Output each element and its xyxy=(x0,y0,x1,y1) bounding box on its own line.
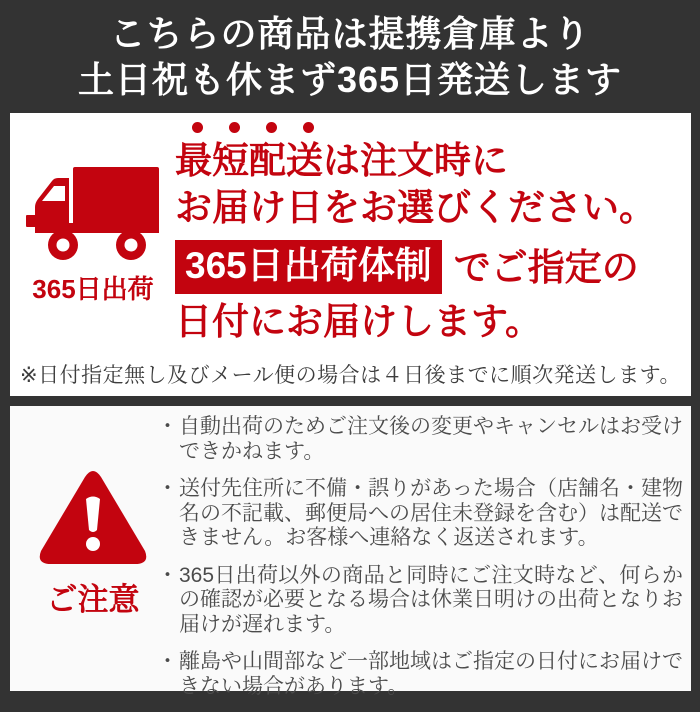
warning-block xyxy=(30,468,156,619)
warning-label: ご注意 xyxy=(46,582,140,617)
truck-label: 365日出荷 xyxy=(32,274,154,304)
delivery-truck-icon xyxy=(18,165,168,265)
headline-line-2: お届け日をお選びください。 xyxy=(175,187,656,228)
notice-bullet-list xyxy=(157,415,683,712)
highlight-box: 365日出荷体制 xyxy=(175,240,442,294)
notice-bullet: ・ 自動出荷のためご注文後の変更やキャンセルはお受けできかねます。 xyxy=(157,415,683,464)
notice-bullet: ・ 離島や山間部など一部地域はご指定の日付にお届けできない場合があります。 xyxy=(157,650,683,699)
shipping-headline xyxy=(175,121,656,345)
headline-line-3 xyxy=(175,240,656,294)
notice-bullet: ・ 送付先住所に不備・誤りがあった場合（店舗名・建物名の不記載、郵便局への居住未登録を含む）は配送できません。お客様へ連絡なく返送されます。 xyxy=(157,477,683,551)
emphasis-dots-icon xyxy=(179,121,656,134)
headline-line-3-rest: でご指定の xyxy=(453,246,639,288)
banner-line-2: 土日祝も休まず365日発送します xyxy=(77,58,623,100)
notice-panel xyxy=(10,406,691,698)
shipping-banner xyxy=(0,0,700,113)
headline-line-1: 最短配送は注文時に xyxy=(175,140,508,181)
warning-triangle-icon xyxy=(30,468,156,566)
truck-block xyxy=(18,165,168,306)
shipping-panel xyxy=(10,113,691,396)
headline-line-4: 日付にお届けします。 xyxy=(175,301,543,342)
shipping-note: ※日付指定無し及びメール便の場合は４日後までに順次発送します。 xyxy=(20,364,681,387)
banner-line-1: こちらの商品は提携倉庫より xyxy=(109,12,591,54)
notice-bullet: ・ 365日出荷以外の商品と同時にご注文時など、何らかの確認が必要となる場合は休業日明けの出荷となりお届けが遅れます。 xyxy=(157,564,683,638)
